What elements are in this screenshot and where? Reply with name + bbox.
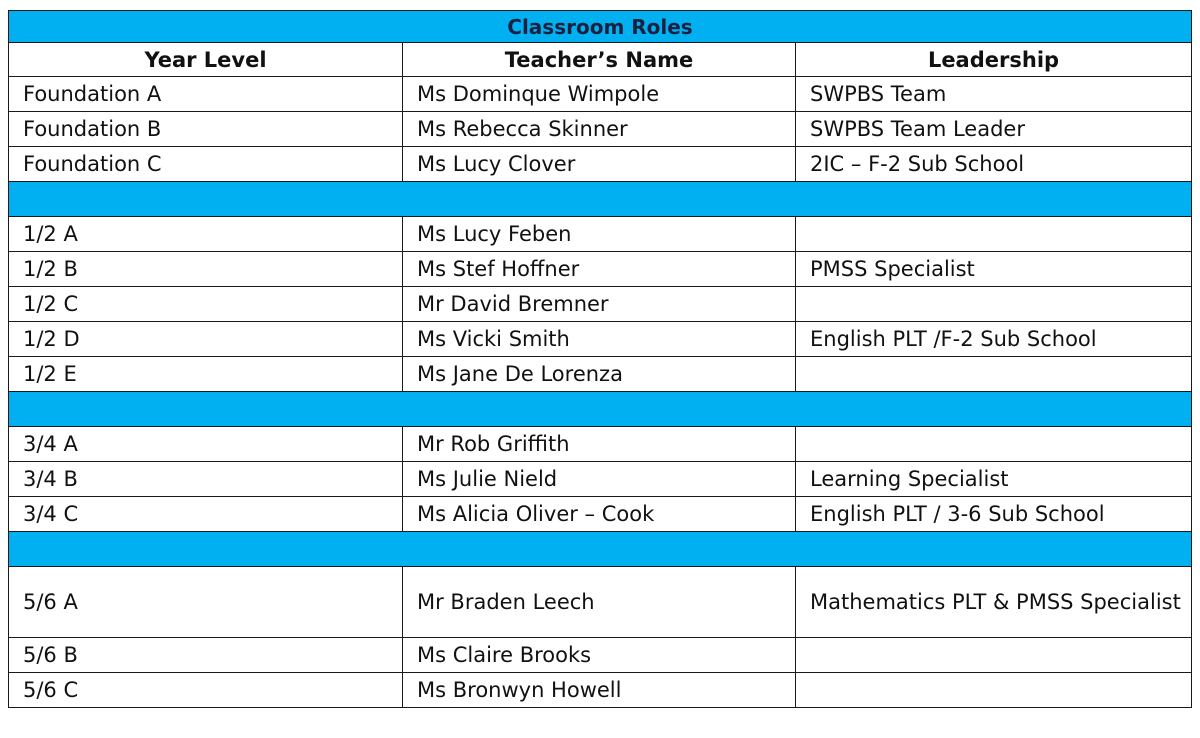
group-separator-row — [9, 392, 1192, 427]
header-year-level: Year Level — [9, 43, 403, 77]
cell-teacher-name: Mr Braden Leech — [403, 567, 796, 638]
cell-year-level: 5/6 B — [9, 638, 403, 673]
cell-year-level: 1/2 D — [9, 322, 403, 357]
header-row — [9, 43, 1192, 77]
table-row — [9, 497, 1192, 532]
table-row — [9, 112, 1192, 147]
table-row — [9, 462, 1192, 497]
cell-teacher-name: Ms Julie Nield — [403, 462, 796, 497]
cell-year-level: Foundation B — [9, 112, 403, 147]
cell-year-level: 1/2 A — [9, 217, 403, 252]
table-row — [9, 427, 1192, 462]
cell-leadership — [796, 287, 1192, 322]
group-separator-cell — [9, 532, 1192, 567]
cell-leadership: 2IC – F-2 Sub School — [796, 147, 1192, 182]
cell-teacher-name: Ms Vicki Smith — [403, 322, 796, 357]
cell-teacher-name: Ms Lucy Feben — [403, 217, 796, 252]
classroom-roles-table — [8, 10, 1192, 708]
group-separator-row — [9, 532, 1192, 567]
table-title: Classroom Roles — [9, 11, 1192, 43]
table-row — [9, 287, 1192, 322]
cell-year-level: 5/6 A — [9, 567, 403, 638]
cell-teacher-name: Ms Claire Brooks — [403, 638, 796, 673]
cell-teacher-name: Ms Alicia Oliver – Cook — [403, 497, 796, 532]
group-separator-cell — [9, 392, 1192, 427]
group-separator-cell — [9, 182, 1192, 217]
table-row — [9, 77, 1192, 112]
cell-year-level: 3/4 C — [9, 497, 403, 532]
cell-leadership: English PLT / 3-6 Sub School — [796, 497, 1192, 532]
table-row — [9, 673, 1192, 708]
group-separator-row — [9, 182, 1192, 217]
cell-year-level: 3/4 B — [9, 462, 403, 497]
header-leadership: Leadership — [796, 43, 1192, 77]
table-body — [9, 11, 1192, 708]
cell-year-level: 1/2 C — [9, 287, 403, 322]
cell-leadership: SWPBS Team Leader — [796, 112, 1192, 147]
cell-teacher-name: Ms Lucy Clover — [403, 147, 796, 182]
table-row — [9, 322, 1192, 357]
cell-leadership — [796, 638, 1192, 673]
cell-year-level: Foundation C — [9, 147, 403, 182]
cell-leadership — [796, 217, 1192, 252]
cell-leadership: SWPBS Team — [796, 77, 1192, 112]
cell-year-level: 3/4 A — [9, 427, 403, 462]
cell-teacher-name: Ms Dominque Wimpole — [403, 77, 796, 112]
table-row — [9, 217, 1192, 252]
cell-year-level: Foundation A — [9, 77, 403, 112]
cell-leadership — [796, 427, 1192, 462]
cell-teacher-name: Mr Rob Griffith — [403, 427, 796, 462]
cell-teacher-name: Mr David Bremner — [403, 287, 796, 322]
cell-teacher-name: Ms Jane De Lorenza — [403, 357, 796, 392]
header-teacher-name: Teacher’s Name — [403, 43, 796, 77]
table-row — [9, 357, 1192, 392]
title-row — [9, 11, 1192, 43]
table-row — [9, 252, 1192, 287]
cell-teacher-name: Ms Rebecca Skinner — [403, 112, 796, 147]
table-row — [9, 638, 1192, 673]
cell-year-level: 1/2 B — [9, 252, 403, 287]
cell-leadership: Mathematics PLT & PMSS Specialist — [796, 567, 1192, 638]
cell-year-level: 1/2 E — [9, 357, 403, 392]
cell-leadership: PMSS Specialist — [796, 252, 1192, 287]
cell-leadership — [796, 357, 1192, 392]
table-row — [9, 147, 1192, 182]
cell-leadership: Learning Specialist — [796, 462, 1192, 497]
cell-teacher-name: Ms Bronwyn Howell — [403, 673, 796, 708]
cell-leadership — [796, 673, 1192, 708]
table-row — [9, 567, 1192, 638]
cell-leadership: English PLT /F-2 Sub School — [796, 322, 1192, 357]
cell-year-level: 5/6 C — [9, 673, 403, 708]
cell-teacher-name: Ms Stef Hoffner — [403, 252, 796, 287]
